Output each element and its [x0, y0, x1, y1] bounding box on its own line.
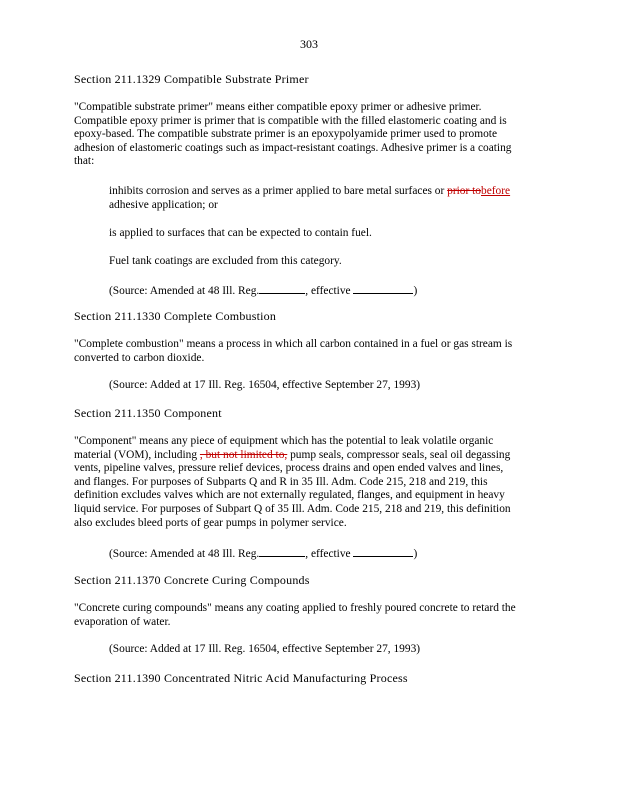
- section-1329-body: [74, 101, 544, 169]
- section-1350-body: [74, 435, 544, 530]
- register-blank: [259, 283, 305, 294]
- body-line: "Compatible substrate primer" means either compatible epoxy primer or adhesive primer.: [74, 101, 482, 113]
- body-line: that:: [74, 155, 95, 168]
- section-1329-item-2: is applied to surfaces that can be expected to contain fuel.: [109, 227, 372, 239]
- deleted-text: , but not limited to,: [199, 448, 288, 461]
- section-1329-source-note: (Source: Amended at 48 Ill. Reg. , effective ): [109, 285, 418, 297]
- section-1370-heading: Section 211.1370 Concrete Curing Compounds: [74, 573, 310, 587]
- body-line: converted to carbon dioxide.: [74, 351, 205, 364]
- body-line: "Concrete curing compounds" means any coating applied to freshly poured concrete to retard the: [74, 602, 516, 614]
- body-line: "Component" means any piece of equipment which has the potential to leak volatile organic: [74, 435, 494, 447]
- section-1390-heading: Section 211.1390 Concentrated Nitric Acid Manufacturing Process: [74, 671, 408, 685]
- deleted-text: prior to: [447, 185, 481, 197]
- inserted-text: before: [481, 185, 511, 197]
- section-1350-heading: Section 211.1350 Component: [74, 406, 222, 420]
- section-1329-item-1: [109, 185, 549, 212]
- section-1330-body: [74, 338, 544, 365]
- body-line: evaporation of water.: [74, 615, 171, 628]
- section-1330-source-note: (Source: Added at 17 Ill. Reg. 16504, effective September 27, 1993): [109, 379, 421, 391]
- section-1330-heading: Section 211.1330 Complete Combustion: [74, 309, 277, 323]
- section-1370-body: [74, 602, 544, 629]
- effective-date-blank: [353, 283, 413, 294]
- section-1329-item-3: Fuel tank coatings are excluded from this category.: [109, 255, 342, 267]
- page-number: 303: [300, 37, 318, 51]
- body-line: material (VOM), including , but not limited to, pump seals, compressor seals, seal oil degassing: [74, 448, 511, 461]
- body-line: definition excludes valves which are not externally regulated, flanges, and equipment in heavy: [74, 489, 505, 502]
- body-line: "Complete combustion" means a process in which all carbon contained in a fuel or gas stream is: [74, 338, 513, 350]
- register-blank: [259, 546, 305, 557]
- body-line: also excludes bleed ports of gear pumps in polymer service.: [74, 516, 347, 529]
- body-line: epoxy-based. The compatible substrate primer is an epoxypolyamide primer used to promote: [74, 128, 498, 141]
- body-line: adhesion of elastomeric coatings such as impact-resistant coatings. Adhesive primer is a coating: [74, 141, 512, 154]
- item-line: adhesive application; or: [109, 198, 218, 211]
- body-line: vents, pipeline valves, pressure relief devices, process drains and open ended valves and lines,: [74, 462, 504, 475]
- section-1329-heading: Section 211.1329 Compatible Substrate Primer: [74, 72, 309, 86]
- effective-date-blank: [353, 546, 413, 557]
- body-line: Compatible epoxy primer is primer that is compatible with the filled elastomeric coating and is: [74, 114, 507, 127]
- body-line: liquid service. For purposes of Subpart Q of 35 Ill. Adm. Code 215, 218 and 219, this definition: [74, 502, 511, 515]
- body-line: and flanges. For purposes of Subparts Q and R in 35 Ill. Adm. Code 215, 218 and 219, this: [74, 475, 488, 488]
- item-line: inhibits corrosion and serves as a primer applied to bare metal surfaces or prior tobefore: [109, 185, 511, 197]
- section-1350-source-note: (Source: Amended at 48 Ill. Reg. , effective ): [109, 548, 418, 560]
- section-1370-source-note: (Source: Added at 17 Ill. Reg. 16504, effective September 27, 1993): [109, 643, 421, 655]
